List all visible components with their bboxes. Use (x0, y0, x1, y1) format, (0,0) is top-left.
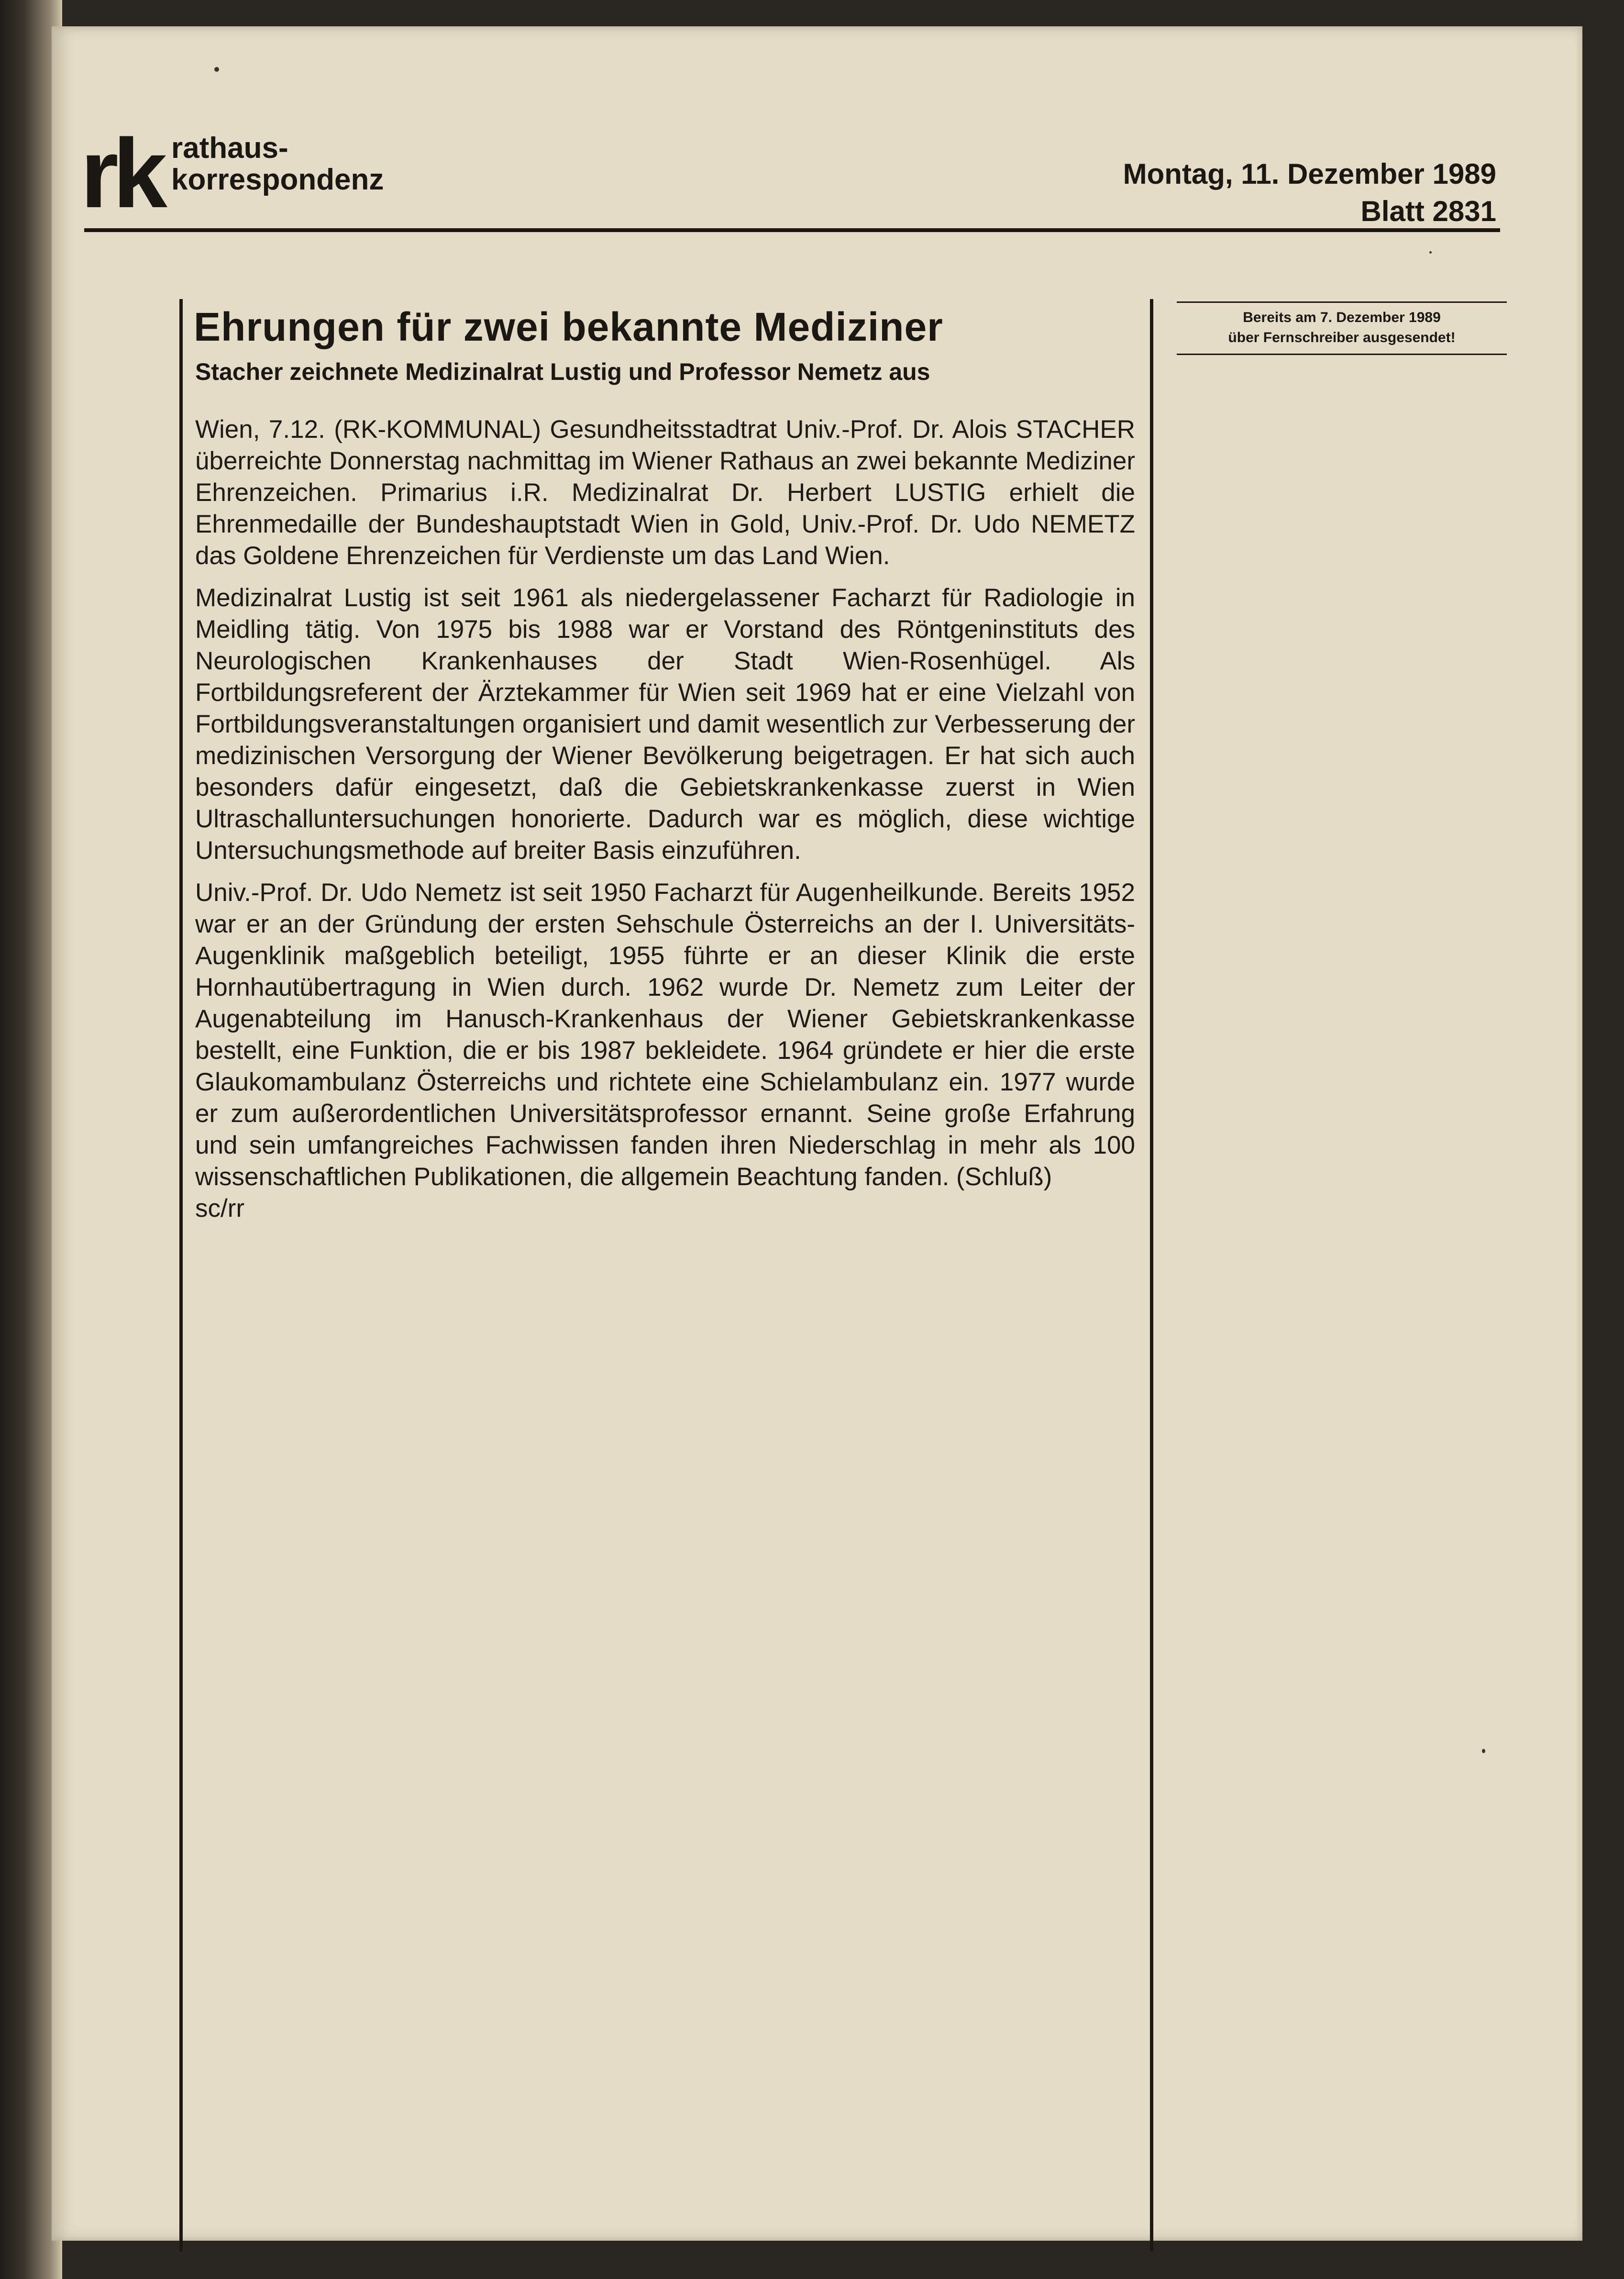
masthead-logo-mark: rk (80, 119, 162, 228)
masthead-date-block (970, 156, 1496, 230)
article-paragraph-2: Medizinalrat Lustig ist seit 1961 als niedergelassener Facharzt für Radiologie in Meidling tätig. Von 1975 bis 1988 war er Vorstand des Röntgeninstituts des Neurologischen Krankenhauses der Stadt Wien-Rosenhügel. Als Fortbildungsreferent der Ärztekammer für Wien seit 1969 hat er eine Vielzahl von Fortbildungsveranstaltungen organisiert und damit wesentlich zur Verbesserung der medizinischen Versorgung der Wiener Bevölkerung beigetragen. Er hat sich auch besonders dafür eingesetzt, daß die Gebietskrankenkasse zuerst in Wien Ultraschalluntersuchungen honorierte. Dadurch war es möglich, diese wichtige Untersuchungsmethode auf breiter Basis einzuführen. (195, 584, 1135, 865)
document-page (52, 26, 1582, 2241)
article-body (195, 414, 1135, 1235)
article-paragraph-3: Univ.-Prof. Dr. Udo Nemetz ist seit 1950 Facharzt für Augenheilkunde. Bereits 1952 war er an der Gründung der ersten Sehschule Österreichs an der I. Universitäts-Augenklinik maßgeblich beteiligt, 1955 führte er an dieser Klinik die erste Hornhautübertragung in Wien durch. 1962 wurde Dr. Nemetz zum Leiter der Augenabteilung im Hanusch-Krankenhaus der Wiener Gebietskrankenkasse bestellt, eine Funktion, die er bis 1987 bekleidete. 1964 gründete er hier die erste Glaukomambulanz Österreichs und richtete eine Schielambulanz ein. 1977 wurde er zum außerordentlichen Universitätsprofessor ernannt. Seine große Erfahrung und sein umfangreiches Fachwissen fanden ihren Niederschlag in mehr als 100 wissenschaftlichen Publikationen, die allgemein Beachtung fanden. (Schluß) (195, 878, 1135, 1191)
paper-speck (1482, 1749, 1485, 1753)
column-divider-rule (1150, 299, 1153, 2251)
article-subheadline: Stacher zeichnete Medizinalrat Lustig und Professor Nemetz aus (195, 358, 930, 385)
issue-date: Montag, 11. Dezember 1989 (1123, 158, 1496, 190)
masthead-logo-text (171, 133, 387, 196)
header-divider (84, 228, 1500, 232)
article-paragraph-1: Wien, 7.12. (RK-KOMMUNAL) Gesundheitsstadtrat Univ.-Prof. Dr. Alois STACHER überreichte Donnerstag nachmittag im Wiener Rathaus an zwei bekannte Mediziner Ehrenzeichen. Primarius i.R. Medizinalrat Dr. Herbert LUSTIG erhielt die Ehrenmedaille der Bundeshauptstadt Wien in Gold, Univ.-Prof. Dr. Udo NEMETZ das Goldene Ehrenzeichen für Verdienste um das Land Wien. (195, 415, 1135, 570)
masthead-logo-line1: rathaus- (171, 132, 288, 165)
author-initials: sc/rr (195, 1194, 245, 1223)
transmission-notice-line1: Bereits am 7. Dezember 1989 (1243, 310, 1441, 325)
transmission-notice (1177, 301, 1507, 355)
left-margin-rule (179, 299, 183, 2251)
paper-speck (1429, 251, 1432, 254)
article-headline: Ehrungen für zwei bekannte Mediziner (194, 304, 943, 349)
paper-speck (214, 67, 219, 72)
transmission-notice-line2: über Fernschreiber ausgesendet! (1228, 330, 1456, 345)
sheet-number: Blatt 2831 (1360, 195, 1496, 227)
masthead-logo-line2: korrespondenz (171, 163, 384, 196)
